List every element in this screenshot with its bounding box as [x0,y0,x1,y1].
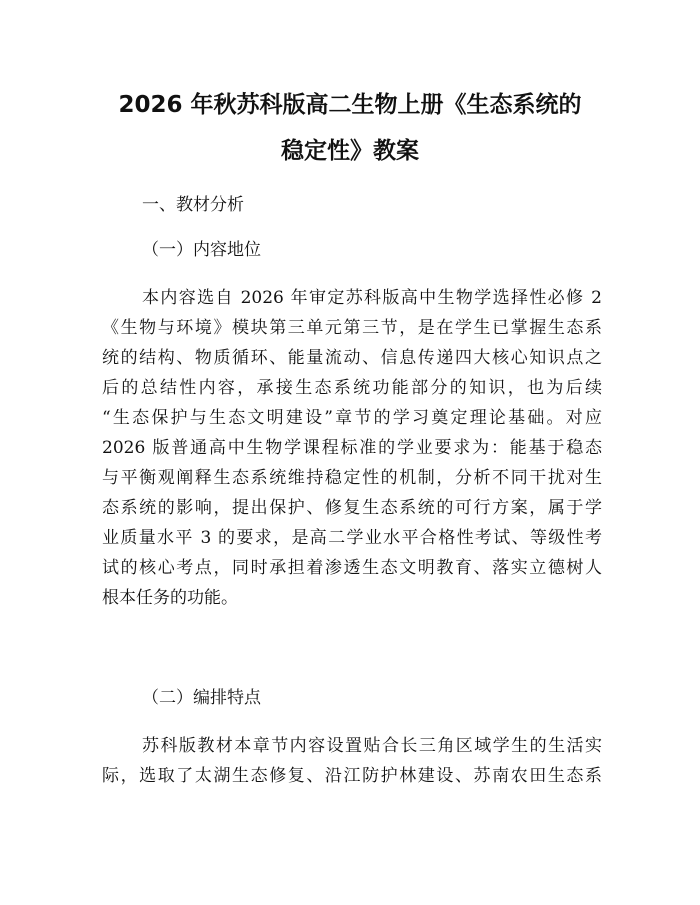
paragraph-line: 际，选取了太湖生态修复、沿江防护林建设、苏南农田生态系 [102,766,602,786]
paragraph-line: 业质量水平 3 的要求，是高二学业水平合格性考试、等级性考 [102,528,602,548]
paragraph-line: 《生物与环境》模块第三单元第三节，是在学生已掌握生态系 [102,318,602,338]
subsection-heading-content-position: （一）内容地位 [142,240,261,260]
subsection-heading-layout-features: （二）编排特点 [142,688,261,708]
paragraph-line: 根本任务的功能。 [102,588,238,608]
paragraph-line: 统的结构、物质循环、能量流动、信息传递四大核心知识点之 [102,348,602,368]
paragraph-line: 态系统的影响，提出保护、修复生态系统的可行方案，属于学 [102,498,602,518]
document-title-line-2: 稳定性》教案 [281,138,419,164]
paragraph-line: 与平衡观阐释生态系统维持稳定性的机制，分析不同干扰对生 [102,468,602,488]
paragraph-line: 2026 版普通高中生物学课程标准的学业要求为：能基于稳态 [102,438,602,458]
paragraph-line: 试的核心考点，同时承担着渗透生态文明教育、落实立德树人 [102,558,602,578]
section-heading: 一、教材分析 [142,195,244,215]
paragraph-line: “生态保护与生态文明建设”章节的学习奠定理论基础。对应 [102,408,602,428]
paragraph-line: 后的总结性内容，承接生态系统功能部分的知识，也为后续 [102,378,602,398]
paragraph-line: 苏科版教材本章节内容设置贴合长三角区域学生的生活实 [142,736,602,756]
paragraph-layout-features [102,731,602,791]
document-title-line-1: 2026 年秋苏科版高二生物上册《生态系统的 [118,92,582,118]
paragraph-line: 本内容选自 2026 年审定苏科版高中生物学选择性必修 2 [142,288,602,308]
paragraph-content-position [102,283,602,613]
